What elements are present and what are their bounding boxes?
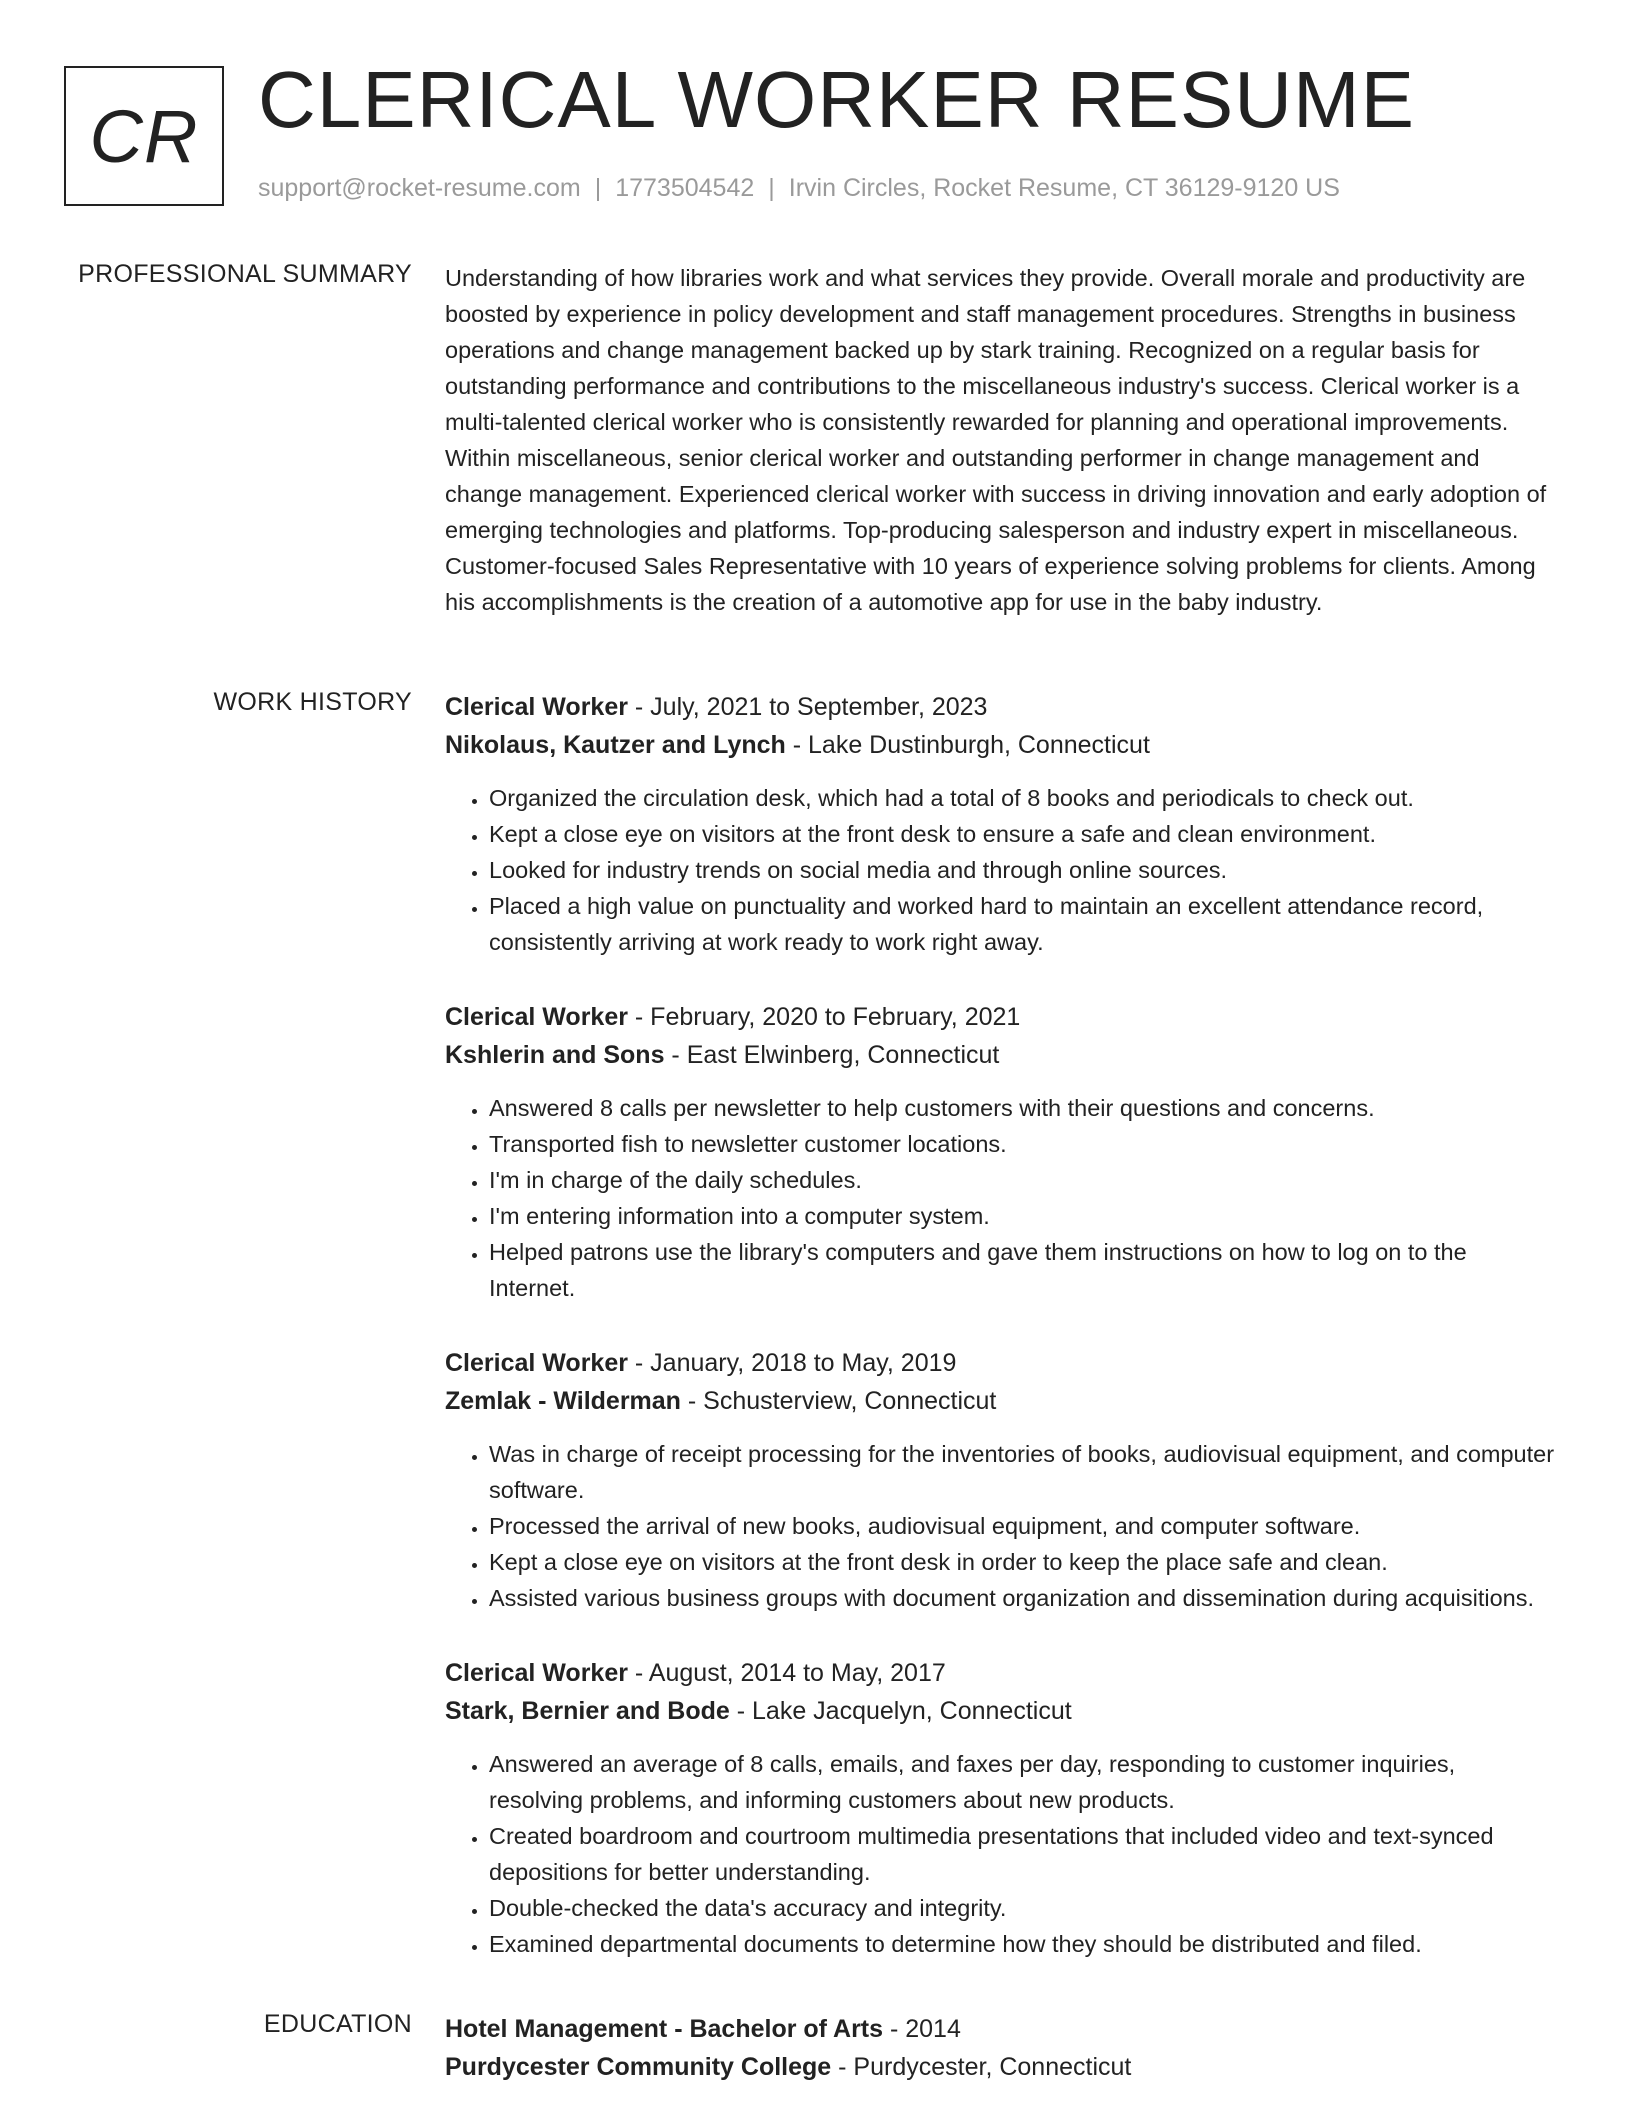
job-company: Stark, Bernier and Bode bbox=[445, 1697, 730, 1725]
job-bullet: • Answered an average of 8 calls, emails, and faxes per day, responding to customer inquiries, resolving problems, and informing customers about new products. bbox=[489, 1746, 1555, 1818]
job-bullet: • Kept a close eye on visitors at the front desk in order to keep the place safe and clean. bbox=[489, 1544, 1555, 1580]
job-title-line bbox=[445, 1654, 1555, 1692]
monogram-badge bbox=[64, 66, 224, 206]
section-label-education: EDUCATION bbox=[263, 2010, 412, 2038]
job-bullet: • Created boardroom and courtroom multimedia presentations that included video and text-synced depositions for better understanding. bbox=[489, 1818, 1555, 1890]
job-bullet: • Kept a close eye on visitors at the front desk to ensure a safe and clean environment. bbox=[489, 816, 1555, 852]
job-bullets bbox=[445, 780, 1555, 960]
job-bullet: • Double-checked the data's accuracy and integrity. bbox=[489, 1890, 1555, 1926]
job-title: Clerical Worker bbox=[445, 1349, 628, 1377]
job-location: - Schusterview, Connecticut bbox=[680, 1387, 997, 1415]
job-dates: - January, 2018 to May, 2019 bbox=[627, 1349, 957, 1377]
job-bullet: • Answered 8 calls per newsletter to help customers with their questions and concerns. bbox=[489, 1090, 1555, 1126]
job-bullet: • Processed the arrival of new books, audiovisual equipment, and computer software. bbox=[489, 1508, 1555, 1544]
job-company-line bbox=[445, 1692, 1555, 1730]
job-title-line bbox=[445, 1344, 1555, 1382]
job-dates: - August, 2014 to May, 2017 bbox=[627, 1659, 946, 1687]
job-bullet: • Looked for industry trends on social media and through online sources. bbox=[489, 852, 1555, 888]
job-location: - East Elwinberg, Connecticut bbox=[664, 1041, 1000, 1069]
job-entry bbox=[445, 688, 1555, 960]
job-bullets bbox=[445, 1436, 1555, 1616]
contact-line bbox=[258, 174, 1340, 203]
job-title: Clerical Worker bbox=[445, 1003, 628, 1031]
summary-text: Understanding of how libraries work and what services they provide. Overall morale and productivity are boosted by experience in policy development and staff management procedures. Strengths in business operations and change management backed up by stark training. Recognized on a regular basis for outstanding performance and contributions to the miscellaneous industry's success. Clerical worker is a multi-talented clerical worker who is consistently rewarded for planning and operational improvements. Within miscellaneous, senior clerical worker and outstanding performer in change management and change management. Experienced clerical worker with success in driving innovation and early adoption of emerging technologies and platforms. Top-producing salesperson and industry expert in miscellaneous. Customer-focused Sales Representative with 10 years of experience solving problems for clients. Among his accomplishments is the creation of a automotive app for use in the baby industry. bbox=[445, 265, 1547, 615]
contact-email: support@rocket-resume.com bbox=[258, 174, 581, 202]
education-degree-line bbox=[445, 2010, 1555, 2048]
job-bullet: • Helped patrons use the library's computers and gave them instructions on how to log on to the Internet. bbox=[489, 1234, 1555, 1306]
job-entry bbox=[445, 998, 1555, 1306]
job-title-line bbox=[445, 688, 1555, 726]
job-bullet: • I'm in charge of the daily schedules. bbox=[489, 1162, 1555, 1198]
job-bullet: • Examined departmental documents to determine how they should be distributed and filed. bbox=[489, 1926, 1555, 1962]
education-location: - Purdycester, Connecticut bbox=[831, 2053, 1132, 2081]
job-title: Clerical Worker bbox=[445, 693, 628, 721]
section-label-work-history: WORK HISTORY bbox=[213, 688, 412, 716]
job-company-line bbox=[445, 1382, 1555, 1420]
separator: | bbox=[594, 174, 602, 202]
monogram-text: CR bbox=[89, 94, 199, 178]
job-bullet: • Placed a high value on punctuality and worked hard to maintain an excellent attendance record, consistently arriving at work ready to work right away. bbox=[489, 888, 1555, 960]
contact-phone: 1773504542 bbox=[615, 174, 755, 202]
contact-address: Irvin Circles, Rocket Resume, CT 36129-9120 US bbox=[788, 174, 1340, 202]
job-company: Kshlerin and Sons bbox=[445, 1041, 665, 1069]
job-company: Zemlak - Wilderman bbox=[445, 1387, 681, 1415]
separator: | bbox=[768, 174, 775, 202]
job-dates: - July, 2021 to September, 2023 bbox=[627, 693, 988, 721]
job-location: - Lake Jacquelyn, Connecticut bbox=[729, 1697, 1072, 1725]
job-title: Clerical Worker bbox=[445, 1659, 628, 1687]
job-dates: - February, 2020 to February, 2021 bbox=[627, 1003, 1021, 1031]
section-label-summary: PROFESSIONAL SUMMARY bbox=[78, 260, 412, 288]
job-bullet: • Was in charge of receipt processing for the inventories of books, audiovisual equipment, and computer software. bbox=[489, 1436, 1555, 1508]
work-history-list bbox=[445, 688, 1555, 2000]
job-company-line bbox=[445, 1036, 1555, 1074]
job-bullet: • I'm entering information into a computer system. bbox=[489, 1198, 1555, 1234]
job-entry bbox=[445, 1344, 1555, 1616]
resume-title: CLERICAL WORKER RESUME bbox=[258, 55, 1415, 144]
job-company-line bbox=[445, 726, 1555, 764]
job-bullets bbox=[445, 1746, 1555, 1962]
education-school: Purdycester Community College bbox=[445, 2053, 832, 2081]
job-title-line bbox=[445, 998, 1555, 1036]
job-company: Nikolaus, Kautzer and Lynch bbox=[445, 731, 786, 759]
job-bullet: • Organized the circulation desk, which had a total of 8 books and periodicals to check out. bbox=[489, 780, 1555, 816]
job-bullets bbox=[445, 1090, 1555, 1306]
education-year: - 2014 bbox=[883, 2015, 961, 2043]
job-location: - Lake Dustinburgh, Connecticut bbox=[785, 731, 1150, 759]
education-degree: Hotel Management - Bachelor of Arts bbox=[445, 2015, 884, 2043]
job-bullet: • Assisted various business groups with document organization and dissemination during acquisitions. bbox=[489, 1580, 1555, 1616]
education-school-line bbox=[445, 2048, 1555, 2086]
job-entry bbox=[445, 1654, 1555, 1962]
job-bullet: • Transported fish to newsletter customer locations. bbox=[489, 1126, 1555, 1162]
